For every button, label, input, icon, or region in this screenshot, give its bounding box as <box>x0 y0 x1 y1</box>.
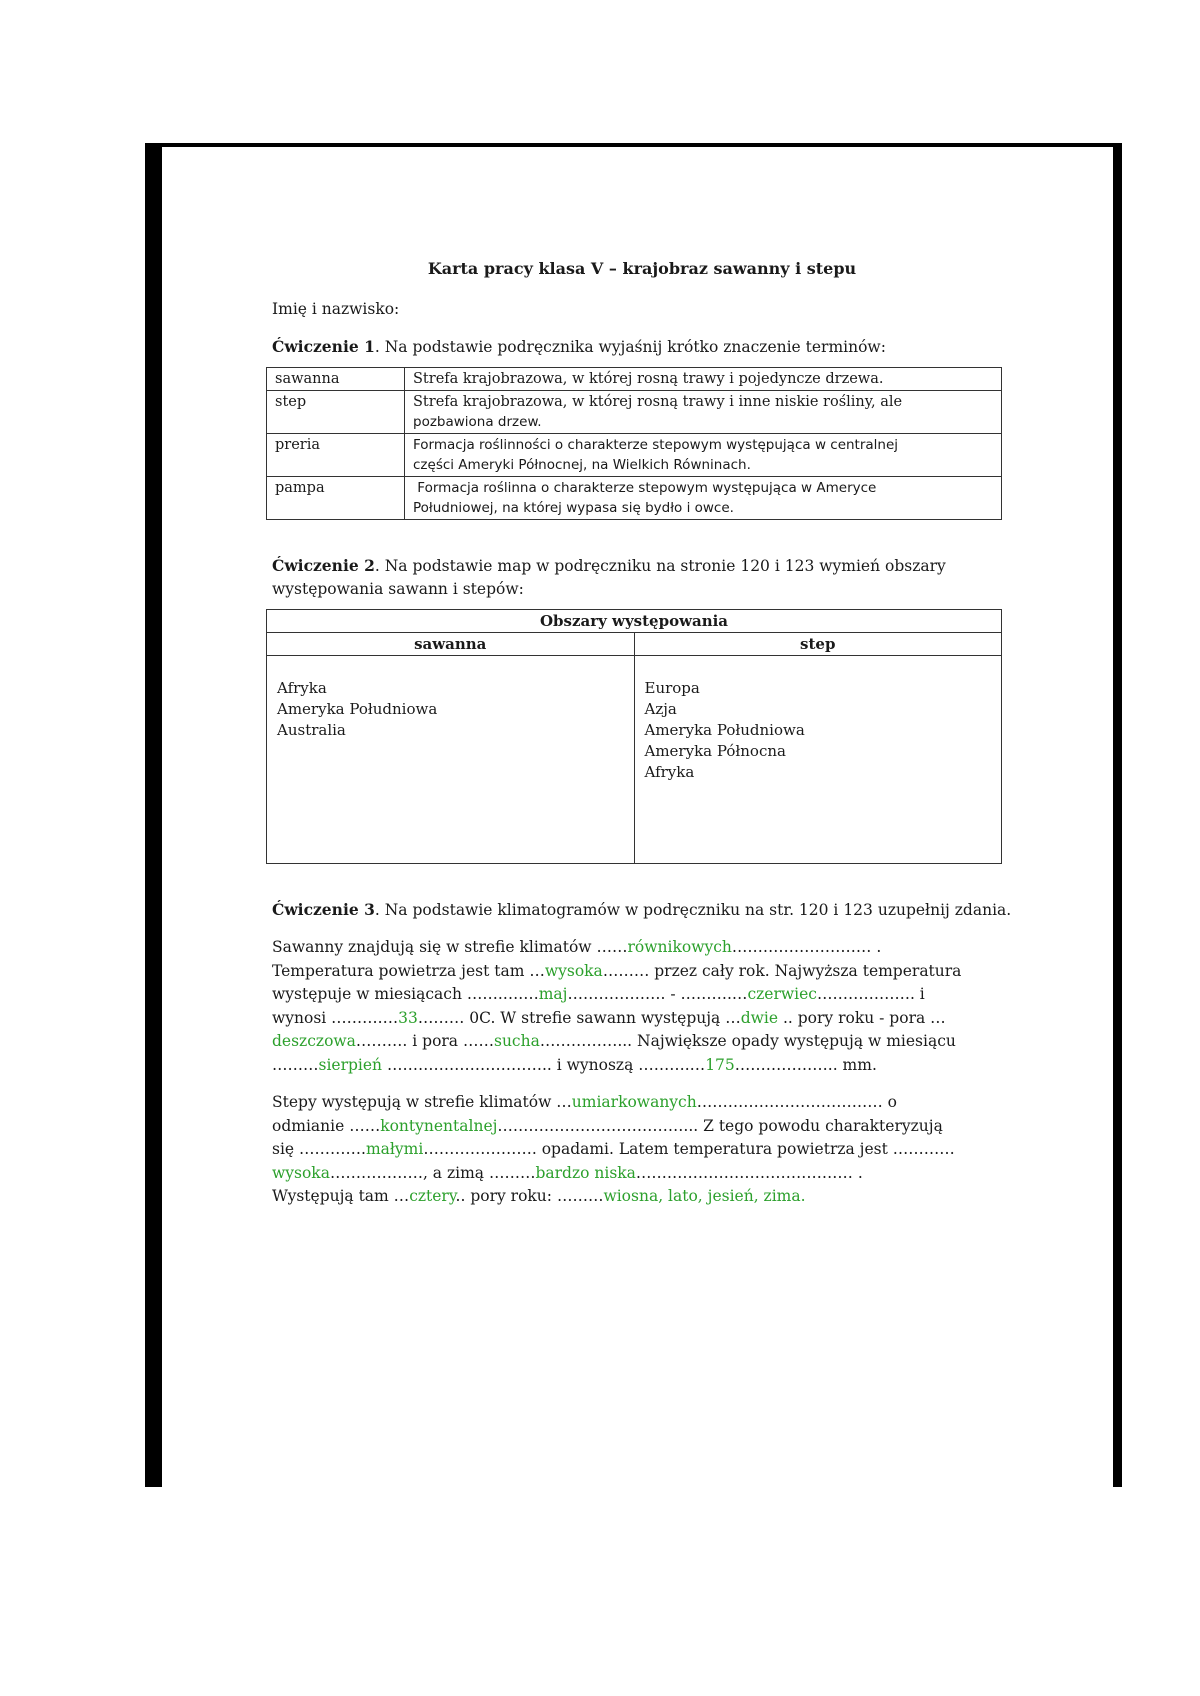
name-label: Imię i nazwisko: <box>272 300 400 318</box>
answer: wysoka <box>544 961 603 980</box>
steppe-areas <box>634 656 1002 864</box>
exercise-1-text: . Na podstawie podręcznika wyjaśnij krótko znaczenie terminów: <box>374 338 886 356</box>
definition-cell: Strefa krajobrazowa, w której rosną trawy i pojedyncze drzewa. <box>405 368 1002 391</box>
worksheet <box>272 257 1012 1209</box>
answer: równikowych <box>627 938 732 956</box>
definition-cell <box>405 477 1002 520</box>
exercise-3-label: Ćwiczenie 3 <box>272 900 375 919</box>
table-header-row <box>267 633 1002 656</box>
term-cell: step <box>267 391 405 434</box>
exercise-3-heading <box>272 898 1012 922</box>
answer: sucha <box>493 1032 540 1050</box>
list-item: Afryka <box>644 763 695 781</box>
term-cell: pampa <box>267 477 405 520</box>
table-row <box>267 434 1002 477</box>
answer: dwie <box>740 1008 779 1027</box>
answer: sierpień <box>318 1055 383 1074</box>
definition-line: Formacja roślinności o charakterze stepowym występująca w centralnej <box>413 437 899 453</box>
exercise-1-label: Ćwiczenie 1 <box>272 337 375 356</box>
answer: kontynentalnej <box>380 1116 498 1135</box>
exercise-3-text: . Na podstawie klimatogramów w podręczniku na str. 120 i 123 uzupełnij zdania. <box>374 901 1012 919</box>
definition-cell <box>405 434 1002 477</box>
definition-line: Strefa krajobrazowa, w której rosną trawy i inne niskie rośliny, ale <box>413 394 903 410</box>
list-item: Europa <box>644 679 700 697</box>
definition-line: pozbawiona drzew. <box>413 414 542 430</box>
list-item: Azja <box>644 700 677 718</box>
definition-line: Formacja roślinna o charakterze stepowym występująca w Ameryce <box>413 480 877 496</box>
definition-line: części Ameryki Północnej, na Wielkich Równinach. <box>413 457 751 473</box>
page-title: Karta pracy klasa V – krajobraz sawanny i stepu <box>427 259 857 278</box>
areas-table-title: Obszary występowania <box>267 610 1002 633</box>
answer: 175 <box>705 1055 735 1074</box>
definition-line: Południowej, na której wypasa się bydło i owce. <box>413 500 734 516</box>
savanna-paragraph: Sawanny znajdują się w strefie klimatów ……równikowych……………………… . Temperatura powietrza jest tam …wysoka……… przez cały rok. Najwyższa temperatura występuje w miesiącach …….….…maj………………. - ……….…czerwiec………………. i wynosi ……….…33……… 0C. W strefie sawann występują …dwie .. pory roku - pora … deszczowa………. i pora ……sucha……………... Największe opady występują w miesiącu ………sierpień ………………………….. i wynoszą ……….…175……………….. mm. <box>272 938 962 1074</box>
answer: czerwiec <box>747 985 817 1003</box>
term-cell: preria <box>267 434 405 477</box>
list-item: Ameryka Północna <box>644 742 786 760</box>
page-border-top <box>145 143 1122 147</box>
answer: bardzo niska <box>535 1163 636 1182</box>
areas-table <box>266 609 1002 864</box>
answer: wysoka <box>272 1163 330 1182</box>
page-border-left <box>145 143 162 1487</box>
list-item: Afryka <box>277 679 327 697</box>
answer: maj <box>538 985 568 1003</box>
exercise-2-text: . Na podstawie map w podręczniku na stronie 120 i 123 wymień obszary <box>374 557 946 575</box>
steppe-paragraph: Stepy występują w strefie klimatów …umiarkowanych……………………………… o odmianie ……kontynentalnej………………………………... Z tego powodu charakteryzują się ………….małymi…………………. opadami. Latem temperatura powietrza jest ………… wysoka………………, a zimą ………bardzo niska…………………………………… . Występują tam …cztery.. pory roku: ………wiosna, lato, jesień, zima. <box>272 1093 955 1205</box>
answer: wiosna, lato, jesień, zima. <box>603 1187 806 1205</box>
answer: umiarkowanych <box>571 1093 697 1111</box>
savanna-areas <box>267 656 635 864</box>
terms-table <box>266 367 1002 520</box>
table-row <box>267 368 1002 391</box>
exercise-1-heading <box>272 335 1012 359</box>
table-row <box>267 477 1002 520</box>
list-item: Ameryka Południowa <box>277 700 438 718</box>
answer: cztery <box>409 1187 456 1205</box>
col-savanna: sawanna <box>267 633 635 656</box>
definition-cell <box>405 391 1002 434</box>
answer: małymi <box>365 1140 424 1158</box>
list-item: Ameryka Południowa <box>644 721 805 739</box>
table-row <box>267 391 1002 434</box>
exercise-2-label: Ćwiczenie 2 <box>272 556 375 575</box>
list-item: Australia <box>277 721 346 739</box>
exercise-2-text-cont: występowania sawann i stepów: <box>272 580 524 598</box>
term-cell: sawanna <box>267 368 405 391</box>
answer: deszczowa <box>272 1032 356 1050</box>
exercise-2-heading <box>272 554 1012 578</box>
answer: 33 <box>398 1008 418 1027</box>
page-border-right <box>1113 143 1122 1487</box>
col-steppe: step <box>634 633 1002 656</box>
table-header-row <box>267 610 1002 633</box>
table-row <box>267 656 1002 864</box>
